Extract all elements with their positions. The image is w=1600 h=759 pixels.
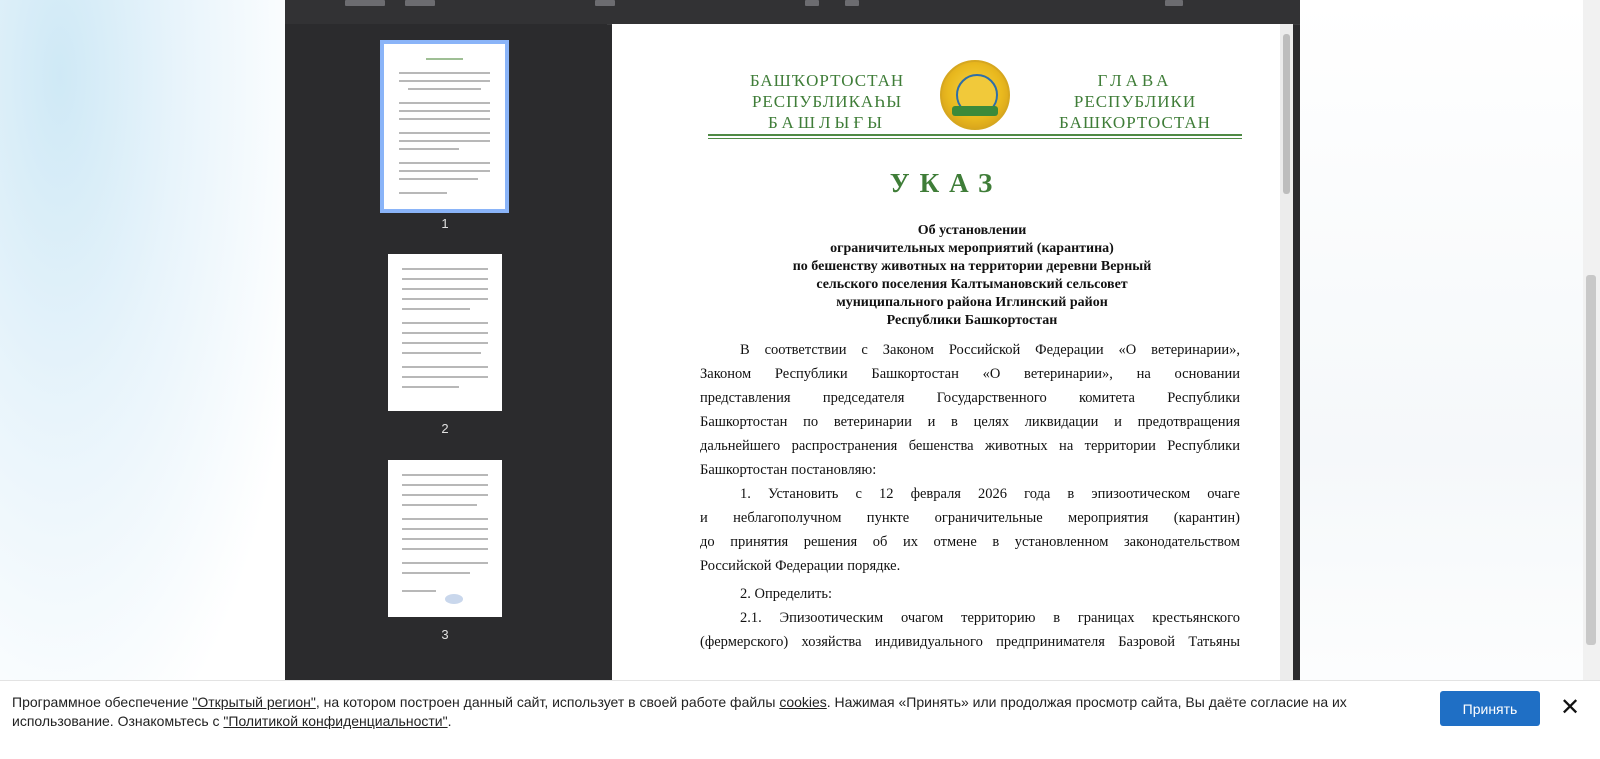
- body-line: представления председателя Государственного комитета Республики: [700, 390, 1240, 406]
- privacy-policy-link[interactable]: "Политикой конфиденциальности": [223, 713, 448, 729]
- body-line: 2. Определить:: [740, 586, 833, 602]
- header-right-line: ГЛАВА: [1097, 71, 1173, 90]
- body-line: 1. Установить с 12 февраля 2026 года в эпизоотическом очаге: [740, 486, 1240, 502]
- body-line: В соответствии с Законом Российской Федерации «О ветеринарии»,: [740, 342, 1240, 358]
- title-line: по бешенству животных на территории деревни Верный: [792, 259, 1152, 274]
- header-left-line: БАШЛЫҒЫ: [768, 113, 886, 132]
- paragraph-1: [700, 338, 1240, 482]
- paragraph-3: [700, 582, 1240, 606]
- body-line: 2.1. Эпизоотическим очагом территорию в границах крестьянского: [740, 610, 1240, 626]
- thumbnail-page-2[interactable]: [388, 254, 502, 411]
- open-region-link[interactable]: "Открытый регион": [192, 694, 316, 710]
- toolbar-item[interactable]: [405, 0, 435, 6]
- thumbnail-label: 1: [441, 216, 449, 231]
- thumbnail-label: 3: [441, 627, 449, 642]
- cookie-text-part: .: [447, 713, 452, 729]
- page-background-left: [0, 0, 300, 758]
- header-right: [1040, 70, 1230, 133]
- republic-emblem-icon: [940, 60, 1010, 130]
- body-line: дальнейшего распространения бешенства животных на территории Республики: [700, 438, 1240, 454]
- page-scrollbar-thumb[interactable]: [1586, 275, 1596, 645]
- thumbnail-page-3[interactable]: [388, 460, 502, 617]
- document-heading: УКАЗ: [889, 168, 1003, 198]
- cookie-text-part: Программное обеспечение: [12, 694, 193, 710]
- document-title: [722, 222, 1222, 330]
- paragraph-2: [700, 482, 1240, 578]
- body-line: и неблагополучном пункте ограничительные мероприятия (карантин): [700, 510, 1240, 526]
- header-left-line: РЕСПУБЛИКАҺЫ: [751, 92, 903, 111]
- body-line: до принятия решения об их отмене в установленном законодательством: [700, 534, 1240, 550]
- thumbnail-page-1[interactable]: [384, 44, 505, 209]
- title-line: ограничительных мероприятий (карантина): [830, 241, 1114, 256]
- header-right-line: БАШКОРТОСТАН: [1059, 113, 1211, 132]
- body-line: Башкортостан по ветеринарии и в целях ликвидации и предотвращения: [700, 414, 1240, 430]
- page-scrollbar[interactable]: [1583, 0, 1600, 680]
- header-left: [732, 70, 922, 133]
- close-icon[interactable]: ✕: [1559, 694, 1581, 721]
- document-scrollbar[interactable]: [1280, 24, 1293, 680]
- viewer-toolbar: [285, 0, 1300, 25]
- title-line: сельского поселения Калтымановский сельсовет: [816, 277, 1128, 292]
- paragraph-4: [700, 606, 1240, 654]
- title-line: муниципального района Иглинский район: [836, 295, 1108, 310]
- thumbnail-label: 2: [441, 421, 449, 436]
- toolbar-item[interactable]: [845, 0, 859, 6]
- toolbar-item[interactable]: [1165, 0, 1183, 6]
- body-line: Российской Федерации порядке.: [700, 558, 901, 574]
- header-rule: [708, 134, 1242, 136]
- toolbar-item[interactable]: [345, 0, 385, 6]
- title-line: Об установлении: [917, 223, 1027, 238]
- body-line: (фермерского) хозяйства индивидуального предпринимателя Базровой Татьяны: [700, 634, 1240, 650]
- toolbar-item[interactable]: [805, 0, 819, 6]
- body-line: Законом Республики Башкортостан «О ветеринарии», на основании: [700, 366, 1240, 382]
- header-left-line: БАШҠОРТОСТАН: [749, 71, 905, 90]
- document-page: [612, 24, 1280, 680]
- toolbar-item[interactable]: [595, 0, 615, 6]
- thumbnail-sidebar: [285, 24, 607, 680]
- header-right-line: РЕСПУБЛИКИ: [1073, 92, 1197, 111]
- title-line: Республики Башкортостан: [886, 313, 1058, 328]
- accept-button[interactable]: Принять: [1440, 691, 1540, 726]
- header-rule-thin: [708, 138, 1242, 139]
- cookie-text: [12, 693, 1372, 731]
- cookie-banner: [0, 680, 1600, 759]
- cookie-text-part: . Нажимая «Принять» или продолжая просмотр сайта, Вы даёте согласие на их использование. Ознакомьтесь с: [12, 694, 1347, 729]
- cookies-link[interactable]: cookies: [779, 694, 827, 710]
- page-background-right: [1300, 0, 1600, 758]
- cookie-text-part: , на котором построен данный сайт, использует в своей работе файлы: [315, 694, 780, 710]
- document-scrollbar-thumb[interactable]: [1283, 34, 1290, 194]
- body-line: Башкортостан постановляю:: [700, 462, 877, 478]
